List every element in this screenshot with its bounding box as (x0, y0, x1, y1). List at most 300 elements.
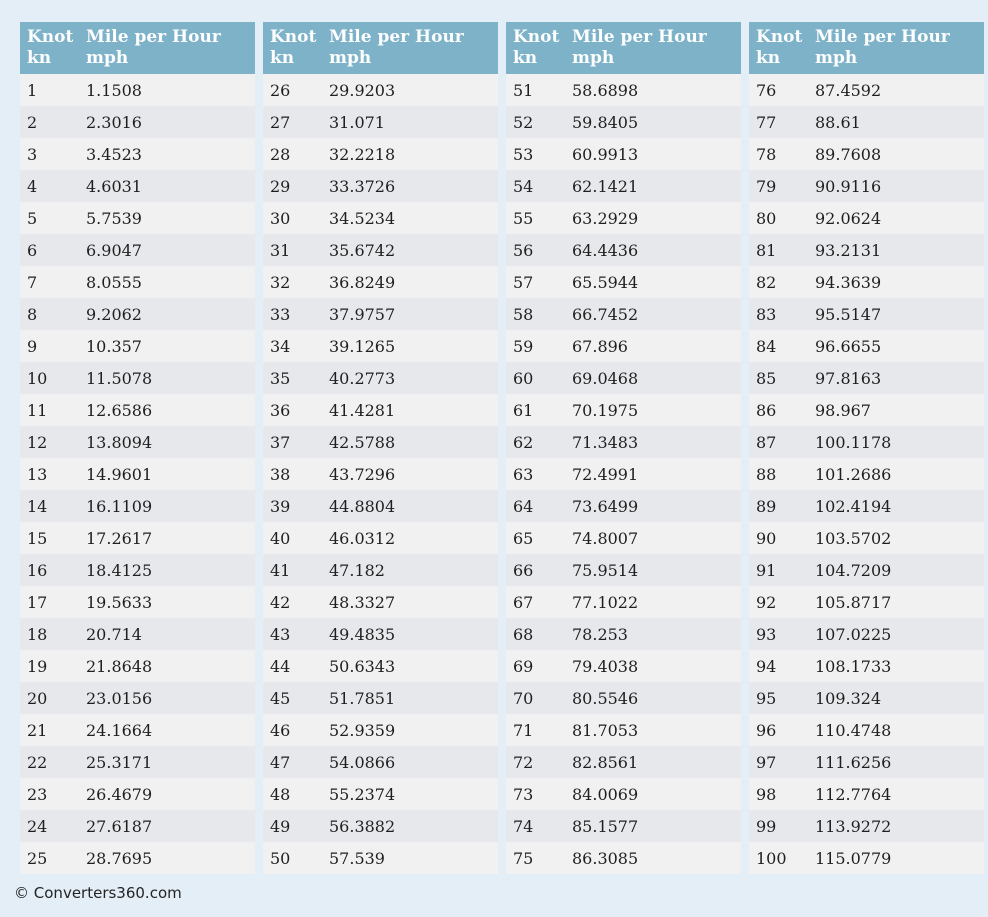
knot-value: 32 (270, 272, 291, 292)
mph-value: 113.9272 (815, 816, 892, 836)
table-row (749, 618, 984, 650)
mph-value: 65.5944 (572, 272, 639, 292)
mph-value: 77.1022 (572, 592, 639, 612)
knot-value: 66 (513, 560, 534, 580)
knot-value: 72 (513, 752, 534, 772)
mph-value: 25.3171 (86, 752, 153, 772)
mph-value: 75.9514 (572, 560, 639, 580)
table-row (749, 170, 984, 202)
conversion-table (20, 22, 255, 874)
knot-value: 35 (270, 368, 291, 388)
mph-header-title: Mile per Hour (329, 27, 464, 47)
knot-value: 90 (756, 528, 777, 548)
mph-value: 90.9116 (815, 176, 882, 196)
mph-value: 5.7539 (86, 208, 142, 228)
knot-value: 5 (27, 208, 38, 228)
mph-header-title: Mile per Hour (572, 27, 707, 47)
mph-value: 58.6898 (572, 80, 639, 100)
table-row (263, 426, 498, 458)
mph-value: 16.1109 (86, 496, 153, 516)
table-row (263, 458, 498, 490)
table-row (506, 426, 741, 458)
knot-value: 17 (27, 592, 48, 612)
mph-value: 81.7053 (572, 720, 639, 740)
knot-value: 28 (270, 144, 291, 164)
mph-value: 3.4523 (86, 144, 142, 164)
mph-value: 87.4592 (815, 80, 882, 100)
mph-value: 34.5234 (329, 208, 396, 228)
table-row (506, 458, 741, 490)
knot-value: 12 (27, 432, 48, 452)
knot-value: 82 (756, 272, 777, 292)
knot-value: 49 (270, 816, 291, 836)
table-row (749, 266, 984, 298)
table-row (506, 266, 741, 298)
knot-value: 43 (270, 624, 291, 644)
table-row (20, 586, 255, 618)
table-row (506, 842, 741, 874)
knot-value: 73 (513, 784, 534, 804)
mph-value: 72.4991 (572, 464, 639, 484)
knot-value: 59 (513, 336, 534, 356)
table-row (20, 362, 255, 394)
knot-value: 11 (27, 400, 48, 420)
table-row (749, 522, 984, 554)
knot-value: 91 (756, 560, 777, 580)
knot-value: 70 (513, 688, 534, 708)
mph-value: 95.5147 (815, 304, 882, 324)
mph-value: 18.4125 (86, 560, 153, 580)
table-row (20, 746, 255, 778)
mph-value: 35.6742 (329, 240, 396, 260)
knot-column-header (506, 27, 572, 69)
table-header (20, 22, 255, 74)
mph-value: 47.182 (329, 560, 385, 580)
knot-value: 62 (513, 432, 534, 452)
mph-value: 24.1664 (86, 720, 153, 740)
table-row (263, 810, 498, 842)
mph-value: 55.2374 (329, 784, 396, 804)
knot-value: 81 (756, 240, 777, 260)
table-row (20, 490, 255, 522)
table-row (263, 778, 498, 810)
mph-value: 56.3882 (329, 816, 396, 836)
mph-value: 73.6499 (572, 496, 639, 516)
knot-column-header (263, 27, 329, 69)
mph-value: 46.0312 (329, 528, 396, 548)
table-row (263, 746, 498, 778)
mph-value: 20.714 (86, 624, 142, 644)
mph-value: 27.6187 (86, 816, 153, 836)
table-row (263, 138, 498, 170)
knot-header-abbr: kn (756, 48, 781, 68)
table-row (749, 234, 984, 266)
knot-value: 56 (513, 240, 534, 260)
knot-value: 71 (513, 720, 534, 740)
knot-value: 78 (756, 144, 777, 164)
mph-value: 80.5546 (572, 688, 639, 708)
knot-value: 84 (756, 336, 777, 356)
table-row (749, 586, 984, 618)
table-row (263, 714, 498, 746)
table-row (263, 682, 498, 714)
knot-value: 33 (270, 304, 291, 324)
knot-value: 6 (27, 240, 38, 260)
knot-value: 54 (513, 176, 534, 196)
mph-column-header (329, 27, 498, 69)
knot-value: 48 (270, 784, 291, 804)
knot-value: 63 (513, 464, 534, 484)
table-row (749, 426, 984, 458)
mph-value: 21.8648 (86, 656, 153, 676)
mph-value: 12.6586 (86, 400, 153, 420)
mph-value: 105.8717 (815, 592, 892, 612)
table-row (263, 490, 498, 522)
mph-value: 92.0624 (815, 208, 882, 228)
knot-value: 16 (27, 560, 48, 580)
table-row (749, 714, 984, 746)
table-row (20, 330, 255, 362)
knot-value: 18 (27, 624, 48, 644)
mph-value: 6.9047 (86, 240, 142, 260)
knot-value: 76 (756, 80, 777, 100)
table-row (749, 106, 984, 138)
table-row (20, 554, 255, 586)
mph-value: 29.9203 (329, 80, 396, 100)
knot-value: 93 (756, 624, 777, 644)
knot-value: 75 (513, 848, 534, 868)
table-row (506, 554, 741, 586)
knot-value: 53 (513, 144, 534, 164)
table-row (263, 362, 498, 394)
knot-value: 85 (756, 368, 777, 388)
table-header (749, 22, 984, 74)
table-row (263, 170, 498, 202)
knot-value: 36 (270, 400, 291, 420)
mph-value: 97.8163 (815, 368, 882, 388)
knot-value: 67 (513, 592, 534, 612)
table-row (506, 170, 741, 202)
knot-value: 65 (513, 528, 534, 548)
table-row (506, 330, 741, 362)
mph-value: 31.071 (329, 112, 385, 132)
mph-value: 4.6031 (86, 176, 142, 196)
table-row (20, 522, 255, 554)
knot-value: 30 (270, 208, 291, 228)
mph-header-title: Mile per Hour (815, 27, 950, 47)
knot-value: 50 (270, 848, 291, 868)
mph-value: 115.0779 (815, 848, 892, 868)
mph-value: 88.61 (815, 112, 861, 132)
table-row (263, 586, 498, 618)
table-row (20, 650, 255, 682)
knot-value: 42 (270, 592, 291, 612)
knot-value: 46 (270, 720, 291, 740)
mph-header-abbr: mph (86, 48, 129, 68)
mph-value: 49.4835 (329, 624, 396, 644)
knot-header-title: Knot (756, 27, 803, 47)
table-row (506, 714, 741, 746)
mph-value: 104.7209 (815, 560, 892, 580)
mph-value: 108.1733 (815, 656, 892, 676)
table-row (20, 266, 255, 298)
table-row (506, 138, 741, 170)
table-row (20, 778, 255, 810)
table-row (749, 458, 984, 490)
table-row (20, 234, 255, 266)
table-body (263, 74, 498, 874)
table-row (749, 778, 984, 810)
mph-value: 62.1421 (572, 176, 639, 196)
table-row (20, 618, 255, 650)
mph-value: 11.5078 (86, 368, 153, 388)
table-row (20, 170, 255, 202)
table-body (749, 74, 984, 874)
mph-value: 42.5788 (329, 432, 396, 452)
mph-value: 98.967 (815, 400, 871, 420)
mph-column-header (86, 27, 255, 69)
knot-value: 57 (513, 272, 534, 292)
knot-value: 94 (756, 656, 777, 676)
knot-value: 80 (756, 208, 777, 228)
mph-value: 36.8249 (329, 272, 396, 292)
table-row (20, 138, 255, 170)
knot-value: 9 (27, 336, 38, 356)
knot-value: 20 (27, 688, 48, 708)
table-row (263, 266, 498, 298)
mph-value: 110.4748 (815, 720, 892, 740)
knot-value: 21 (27, 720, 48, 740)
table-row (20, 74, 255, 106)
knot-header-title: Knot (513, 27, 560, 47)
knot-value: 10 (27, 368, 48, 388)
knot-value: 3 (27, 144, 38, 164)
knot-value: 96 (756, 720, 777, 740)
table-row (749, 330, 984, 362)
conversion-tables (20, 22, 984, 874)
mph-value: 63.2929 (572, 208, 639, 228)
table-row (263, 234, 498, 266)
knot-header-abbr: kn (270, 48, 295, 68)
mph-value: 101.2686 (815, 464, 892, 484)
mph-value: 1.1508 (86, 80, 142, 100)
knot-value: 19 (27, 656, 48, 676)
knot-value: 22 (27, 752, 48, 772)
mph-value: 28.7695 (86, 848, 153, 868)
mph-value: 10.357 (86, 336, 142, 356)
mph-value: 23.0156 (86, 688, 153, 708)
knot-value: 95 (756, 688, 777, 708)
table-row (749, 842, 984, 874)
conversion-table (749, 22, 984, 874)
table-row (20, 714, 255, 746)
table-row (506, 682, 741, 714)
table-row (749, 394, 984, 426)
table-body (506, 74, 741, 874)
mph-value: 112.7764 (815, 784, 892, 804)
knot-value: 44 (270, 656, 291, 676)
knot-value: 4 (27, 176, 38, 196)
mph-value: 8.0555 (86, 272, 142, 292)
knot-header-title: Knot (270, 27, 317, 47)
knot-value: 24 (27, 816, 48, 836)
mph-value: 109.324 (815, 688, 882, 708)
mph-value: 43.7296 (329, 464, 396, 484)
mph-value: 70.1975 (572, 400, 639, 420)
mph-value: 41.4281 (329, 400, 396, 420)
mph-value: 103.5702 (815, 528, 892, 548)
knot-value: 25 (27, 848, 48, 868)
table-row (749, 362, 984, 394)
mph-value: 100.1178 (815, 432, 892, 452)
table-row (506, 746, 741, 778)
mph-header-abbr: mph (572, 48, 615, 68)
mph-value: 84.0069 (572, 784, 639, 804)
mph-value: 54.0866 (329, 752, 396, 772)
mph-value: 26.4679 (86, 784, 153, 804)
mph-value: 2.3016 (86, 112, 142, 132)
knot-value: 1 (27, 80, 38, 100)
mph-value: 94.3639 (815, 272, 882, 292)
table-row (749, 554, 984, 586)
knot-value: 68 (513, 624, 534, 644)
knot-value: 64 (513, 496, 534, 516)
knot-value: 52 (513, 112, 534, 132)
table-row (506, 650, 741, 682)
table-row (20, 298, 255, 330)
mph-value: 57.539 (329, 848, 385, 868)
mph-value: 78.253 (572, 624, 628, 644)
table-row (263, 330, 498, 362)
knot-value: 61 (513, 400, 534, 420)
knot-header-title: Knot (27, 27, 74, 47)
mph-value: 59.8405 (572, 112, 639, 132)
table-row (506, 74, 741, 106)
mph-value: 60.9913 (572, 144, 639, 164)
mph-value: 96.6655 (815, 336, 882, 356)
mph-value: 69.0468 (572, 368, 639, 388)
table-row (506, 810, 741, 842)
mph-value: 17.2617 (86, 528, 153, 548)
knot-value: 98 (756, 784, 777, 804)
mph-value: 74.8007 (572, 528, 639, 548)
knot-value: 99 (756, 816, 777, 836)
knot-value: 79 (756, 176, 777, 196)
knot-value: 14 (27, 496, 48, 516)
table-row (263, 618, 498, 650)
mph-value: 89.7608 (815, 144, 882, 164)
knot-value: 58 (513, 304, 534, 324)
mph-value: 86.3085 (572, 848, 639, 868)
mph-value: 93.2131 (815, 240, 882, 260)
knot-value: 40 (270, 528, 291, 548)
mph-header-abbr: mph (815, 48, 858, 68)
table-row (20, 202, 255, 234)
table-row (749, 74, 984, 106)
knot-value: 47 (270, 752, 291, 772)
table-row (506, 778, 741, 810)
mph-value: 71.3483 (572, 432, 639, 452)
knot-value: 77 (756, 112, 777, 132)
mph-value: 33.3726 (329, 176, 396, 196)
table-row (749, 682, 984, 714)
knot-value: 31 (270, 240, 291, 260)
knot-value: 13 (27, 464, 48, 484)
table-row (749, 138, 984, 170)
table-row (263, 202, 498, 234)
knot-value: 38 (270, 464, 291, 484)
knot-value: 74 (513, 816, 534, 836)
mph-column-header (572, 27, 741, 69)
mph-value: 107.0225 (815, 624, 892, 644)
knot-value: 89 (756, 496, 777, 516)
table-row (263, 298, 498, 330)
mph-value: 85.1577 (572, 816, 639, 836)
knot-value: 15 (27, 528, 48, 548)
knot-value: 100 (756, 848, 787, 868)
mph-column-header (815, 27, 984, 69)
knot-value: 88 (756, 464, 777, 484)
knot-value: 60 (513, 368, 534, 388)
mph-value: 40.2773 (329, 368, 396, 388)
mph-value: 37.9757 (329, 304, 396, 324)
table-row (20, 106, 255, 138)
knot-value: 83 (756, 304, 777, 324)
knot-value: 51 (513, 80, 534, 100)
site-name: Converters360.com (33, 884, 182, 902)
mph-value: 79.4038 (572, 656, 639, 676)
footer (14, 884, 182, 902)
table-row (506, 234, 741, 266)
table-row (749, 202, 984, 234)
mph-value: 111.6256 (815, 752, 892, 772)
mph-value: 52.9359 (329, 720, 396, 740)
knot-value: 86 (756, 400, 777, 420)
mph-value: 14.9601 (86, 464, 153, 484)
table-row (263, 650, 498, 682)
knot-header-abbr: kn (513, 48, 538, 68)
table-row (20, 426, 255, 458)
table-row (20, 810, 255, 842)
conversion-table (506, 22, 741, 874)
knot-value: 41 (270, 560, 291, 580)
knot-value: 34 (270, 336, 291, 356)
table-row (506, 586, 741, 618)
table-row (506, 298, 741, 330)
knot-value: 29 (270, 176, 291, 196)
mph-value: 66.7452 (572, 304, 639, 324)
knot-value: 92 (756, 592, 777, 612)
table-header (263, 22, 498, 74)
knot-header-abbr: kn (27, 48, 52, 68)
mph-value: 19.5633 (86, 592, 153, 612)
table-row (263, 522, 498, 554)
table-row (20, 682, 255, 714)
table-row (749, 650, 984, 682)
knot-value: 8 (27, 304, 38, 324)
knot-value: 55 (513, 208, 534, 228)
table-row (20, 394, 255, 426)
copyright-symbol: © (14, 884, 29, 902)
mph-header-title: Mile per Hour (86, 27, 221, 47)
mph-value: 50.6343 (329, 656, 396, 676)
table-row (263, 394, 498, 426)
table-row (749, 810, 984, 842)
mph-value: 32.2218 (329, 144, 396, 164)
knot-value: 7 (27, 272, 38, 292)
table-row (506, 618, 741, 650)
knot-column-header (749, 27, 815, 69)
